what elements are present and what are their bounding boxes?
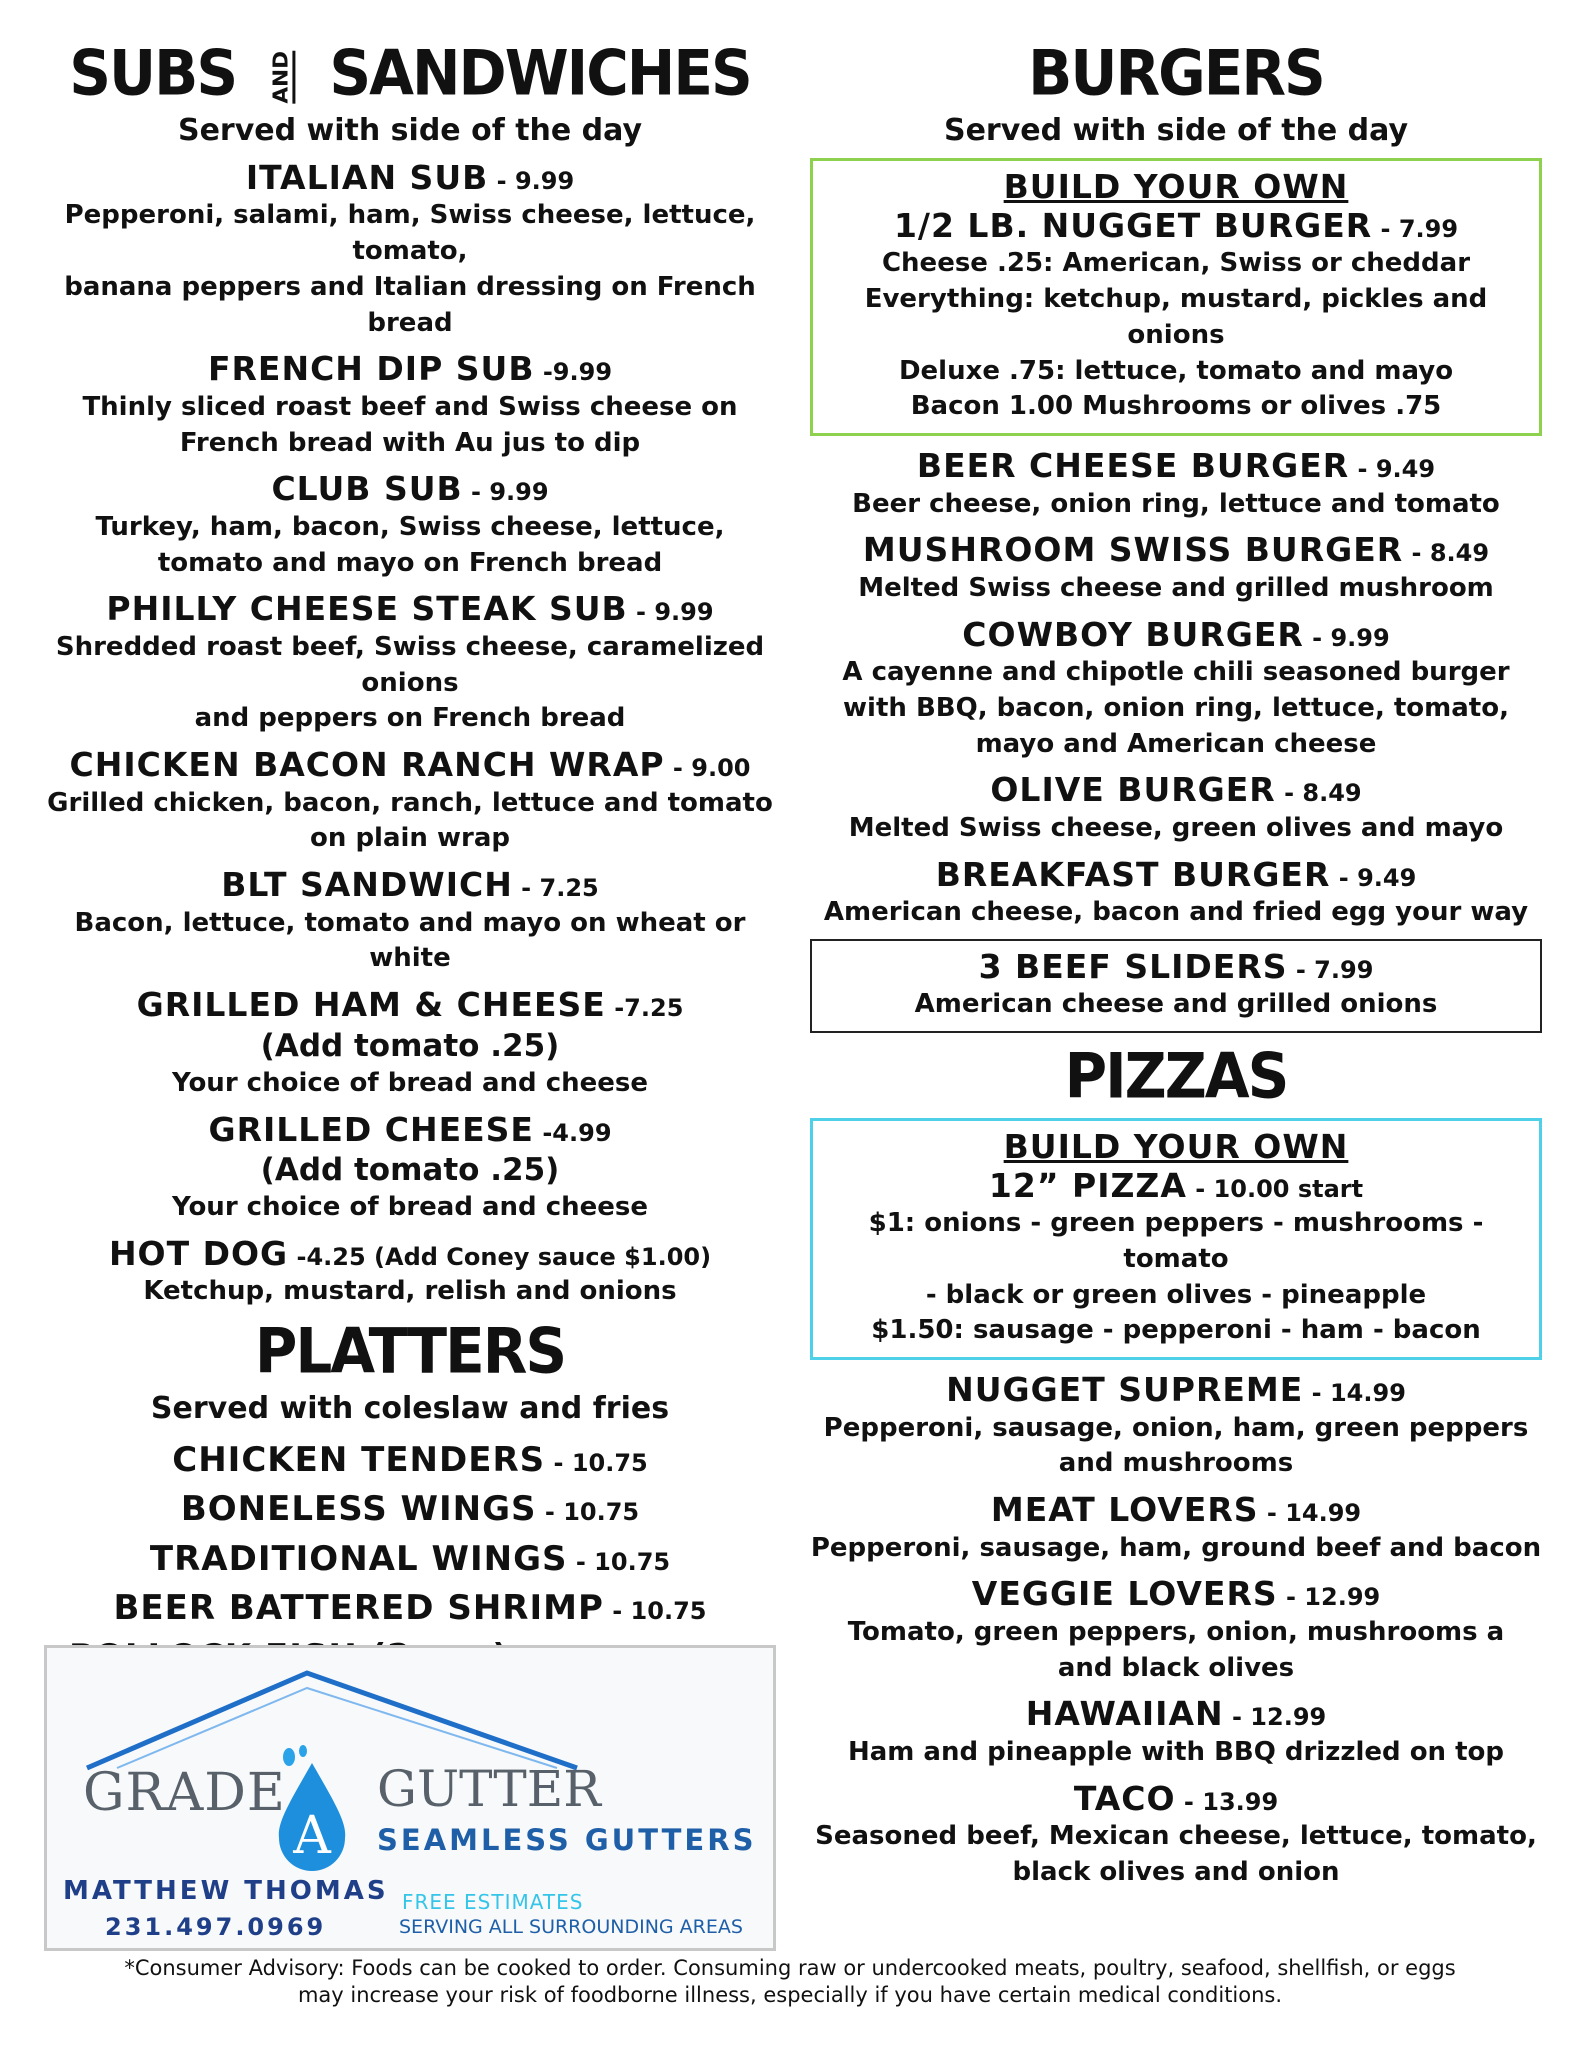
item-price: - 10.75 xyxy=(536,1498,640,1527)
right-column xyxy=(810,36,1542,1899)
item-price: - 9.99 xyxy=(462,478,549,507)
menu-item xyxy=(810,615,1542,763)
item-description: Ketchup, mustard, relish and onions xyxy=(143,1276,677,1307)
burgers-served-note: Served with side of the day xyxy=(943,112,1409,148)
item-addon: (Add tomato .25) xyxy=(260,1151,560,1188)
left-column xyxy=(40,36,780,1732)
pizza-byo-lines xyxy=(823,1206,1529,1350)
burgers-list xyxy=(810,446,1542,930)
pizza-byo-name: 12” PIZZA - 10.00 start xyxy=(988,1165,1364,1205)
item-name-line xyxy=(40,1436,780,1485)
item-price: - 9.49 xyxy=(1349,455,1436,484)
brand-word-gutter: GUTTER xyxy=(377,1760,601,1818)
sliders-box xyxy=(810,939,1542,1033)
item-name-line xyxy=(40,1584,780,1633)
item-price: -4.99 xyxy=(533,1118,612,1147)
item-name: ITALIAN SUB xyxy=(245,157,489,197)
item-name-line xyxy=(810,530,1542,570)
subs-list xyxy=(40,158,780,1311)
item-name-line xyxy=(40,1485,780,1534)
item-price: - 10.75 xyxy=(567,1547,671,1576)
item-price: -9.99 xyxy=(534,358,613,387)
item-price: - 9.99 xyxy=(1303,623,1390,652)
menu-item xyxy=(810,770,1542,846)
item-description: Pepperoni, sausage, onion, ham, green peppers and mushrooms xyxy=(823,1412,1529,1479)
pizza-build-your-own-box xyxy=(810,1118,1542,1361)
item-name: TRADITIONAL WINGS xyxy=(149,1538,568,1579)
item-name-line xyxy=(810,615,1542,655)
item-name: BREAKFAST BURGER xyxy=(935,854,1331,894)
byo-option-line: Deluxe .75: lettuce, tomato and mayo xyxy=(898,355,1454,386)
item-price: -4.25 (Add Coney sauce $1.00) xyxy=(288,1243,712,1272)
item-name-line xyxy=(40,745,780,785)
item-price: - 10.75 xyxy=(603,1596,707,1625)
item-description: Your choice of bread and cheese xyxy=(172,1067,648,1098)
byo-option-line: $1.50: sausage - pepperoni - ham - bacon xyxy=(871,1315,1481,1346)
item-name-line xyxy=(40,349,780,389)
menu-item xyxy=(40,1234,780,1310)
menu-item xyxy=(40,865,780,977)
free-estimates: FREE ESTIMATES xyxy=(402,1890,584,1914)
subs-title xyxy=(40,37,780,109)
item-name: BLT SANDWICH xyxy=(221,865,513,905)
byo-option-line: Cheese .25: American, Swiss or cheddar xyxy=(881,247,1471,278)
item-name-line xyxy=(40,589,780,629)
item-name: COWBOY BURGER xyxy=(962,614,1304,654)
item-name: VEGGIE LOVERS xyxy=(971,1574,1278,1614)
item-name-line xyxy=(810,770,1542,810)
item-price: - 12.99 xyxy=(1277,1583,1381,1612)
item-name: BEER CHEESE BURGER xyxy=(916,446,1350,486)
menu-item xyxy=(810,530,1542,606)
contact-name: MATTHEW THOMAS xyxy=(63,1876,389,1906)
platters-title: PLATTERS xyxy=(254,1314,566,1388)
item-name: TACO xyxy=(1073,1778,1176,1818)
item-name: BEER BATTERED SHRIMP xyxy=(113,1587,604,1628)
pizzas-title: PIZZAS xyxy=(1064,1039,1288,1113)
item-description: Pepperoni, sausage, ham, ground beef and bacon xyxy=(810,1532,1542,1563)
item-name-line xyxy=(40,1234,780,1274)
item-price: - 14.99 xyxy=(1258,1499,1362,1528)
item-name: MUSHROOM SWISS BURGER xyxy=(862,530,1404,570)
brand-word-grade: GRADE xyxy=(83,1763,286,1823)
menu-item xyxy=(810,1779,1542,1891)
pizza-byo-heading: BUILD YOUR OWN xyxy=(1003,1126,1349,1166)
menu-item xyxy=(40,349,780,461)
item-name-line xyxy=(40,1110,780,1150)
item-name: OLIVE BURGER xyxy=(990,770,1276,810)
item-name-line xyxy=(40,985,780,1025)
subs-title-b: SANDWICHES xyxy=(329,36,751,110)
item-price: - 9.99 xyxy=(488,166,575,195)
burger-byo-heading: BUILD YOUR OWN xyxy=(1003,166,1349,206)
menu-item xyxy=(40,1436,780,1485)
item-description: Thinly sliced roast beef and Swiss cheese on French bread with Au jus to dip xyxy=(82,391,738,458)
item-name-line xyxy=(810,1694,1542,1734)
menu-item xyxy=(40,1485,780,1534)
item-price: - 8.49 xyxy=(1403,539,1490,568)
item-price: - 14.99 xyxy=(1303,1379,1406,1408)
burgers-title: BURGERS xyxy=(1028,36,1324,110)
item-price: - 13.99 xyxy=(1175,1787,1279,1816)
item-name-line xyxy=(40,469,780,509)
item-name: MEAT LOVERS xyxy=(990,1490,1259,1530)
item-name: CLUB SUB xyxy=(271,469,463,509)
service-area: SERVING ALL SURROUNDING AREAS xyxy=(399,1916,743,1938)
subs-served-note: Served with side of the day xyxy=(177,112,643,148)
item-description: Turkey, ham, bacon, Swiss cheese, lettuce, tomato and mayo on French bread xyxy=(95,511,725,578)
item-description: Ham and pineapple with BBQ drizzled on top xyxy=(847,1736,1505,1767)
item-price: - 9.49 xyxy=(1330,863,1417,892)
pizzas-list xyxy=(810,1370,1542,1890)
item-addon: (Add tomato .25) xyxy=(260,1027,560,1064)
drop-letter: A xyxy=(293,1806,331,1866)
menu-item xyxy=(40,745,780,857)
item-name-line xyxy=(40,865,780,905)
menu-item xyxy=(40,1584,780,1633)
item-price: - 10.75 xyxy=(545,1448,648,1477)
item-name-line xyxy=(810,1370,1542,1410)
item-price: - 9.00 xyxy=(664,754,751,783)
item-description: Bacon, lettuce, tomato and mayo on wheat or white xyxy=(74,907,746,974)
byo-option-line: $1: onions - green peppers - mushrooms - tomato xyxy=(868,1207,1484,1274)
item-name: GRILLED HAM & CHEESE xyxy=(136,985,606,1025)
gutter-advertisement xyxy=(44,1645,776,1951)
item-price: - 8.49 xyxy=(1275,779,1362,808)
item-name-line xyxy=(810,1779,1542,1819)
item-name: CHICKEN TENDERS xyxy=(172,1439,546,1480)
menu-item xyxy=(40,1535,780,1584)
item-name: GRILLED CHEESE xyxy=(208,1109,534,1149)
menu-item xyxy=(40,589,780,737)
platters-served-note: Served with coleslaw and fries xyxy=(150,1390,670,1426)
item-description: American cheese, bacon and fried egg your way xyxy=(823,896,1529,927)
item-description: Melted Swiss cheese, green olives and mayo xyxy=(848,812,1504,843)
item-name-line xyxy=(810,1574,1542,1614)
menu-item xyxy=(810,1694,1542,1770)
burger-byo-lines xyxy=(823,246,1529,425)
sliders-name: 3 BEEF SLIDERS - 7.99 xyxy=(978,946,1374,986)
contact-phone: 231.497.0969 xyxy=(105,1913,327,1941)
subs-title-a: SUBS xyxy=(69,36,237,110)
item-description: Seasoned beef, Mexican cheese, lettuce, tomato, black olives and onion xyxy=(815,1820,1537,1887)
menu-item xyxy=(810,1490,1542,1566)
item-description: Tomato, green peppers, onion, mushrooms a and black olives xyxy=(847,1616,1505,1683)
item-description: Shredded roast beef, Swiss cheese, caramelized onions and peppers on French bread xyxy=(55,631,765,734)
menu-item xyxy=(40,1110,780,1226)
consumer-advisory: *Consumer Advisory: Foods can be cooked to order. Consuming raw or undercooked meats, poultry, seafood, shellfish, or eggs may increase your risk of foodborne illness, especially if you have certain medical conditions. xyxy=(124,1956,1456,2008)
item-name: FRENCH DIP SUB xyxy=(207,349,535,389)
item-description: Grilled chicken, bacon, ranch, lettuce and tomato on plain wrap xyxy=(47,787,773,854)
item-name-line xyxy=(40,158,780,198)
item-description: Pepperoni, salami, ham, Swiss cheese, lettuce, tomato, banana peppers and Italian dressing on French bread xyxy=(64,199,756,338)
item-price: - 12.99 xyxy=(1223,1703,1327,1732)
item-name-line xyxy=(40,1535,780,1584)
menu-item xyxy=(810,1370,1542,1482)
brand-tagline: SEAMLESS GUTTERS xyxy=(377,1823,757,1857)
menu-item xyxy=(40,985,780,1101)
item-description: Your choice of bread and cheese xyxy=(172,1192,648,1223)
item-name: PHILLY CHEESE STEAK SUB xyxy=(106,589,628,629)
menu-item xyxy=(810,1574,1542,1686)
item-description: Beer cheese, onion ring, lettuce and tomato xyxy=(852,488,1500,519)
byo-option-line: - black or green olives - pineapple xyxy=(925,1279,1427,1310)
item-name: CHICKEN BACON RANCH WRAP xyxy=(69,745,665,785)
item-name: BONELESS WINGS xyxy=(180,1489,537,1530)
item-price: -7.25 xyxy=(605,994,684,1023)
item-name-line xyxy=(810,446,1542,486)
burger-byo-name: 1/2 LB. NUGGET BURGER - 7.99 xyxy=(893,205,1459,245)
item-description: A cayenne and chipotle chili seasoned burger with BBQ, bacon, onion ring, lettuce, tomato, mayo and American cheese xyxy=(842,656,1510,759)
byo-option-line: Everything: ketchup, mustard, pickles and onions xyxy=(864,283,1488,350)
item-name: HOT DOG xyxy=(108,1234,289,1274)
menu-item xyxy=(810,446,1542,522)
item-name: NUGGET SUPREME xyxy=(946,1370,1304,1410)
sliders-desc: American cheese and grilled onions xyxy=(914,988,1438,1019)
item-price: - 9.99 xyxy=(627,598,714,627)
item-description: Melted Swiss cheese and grilled mushroom xyxy=(858,572,1494,603)
byo-option-line: Bacon 1.00 Mushrooms or olives .75 xyxy=(910,391,1442,422)
burger-build-your-own-box xyxy=(810,158,1542,437)
subs-title-and: AND xyxy=(270,51,296,104)
item-price: - 7.25 xyxy=(512,874,599,903)
item-name-line xyxy=(810,1490,1542,1530)
menu-item xyxy=(40,469,780,581)
menu-item xyxy=(810,855,1542,931)
menu-item xyxy=(40,158,780,342)
item-name: HAWAIIAN xyxy=(1025,1694,1224,1734)
item-name-line xyxy=(810,855,1542,895)
